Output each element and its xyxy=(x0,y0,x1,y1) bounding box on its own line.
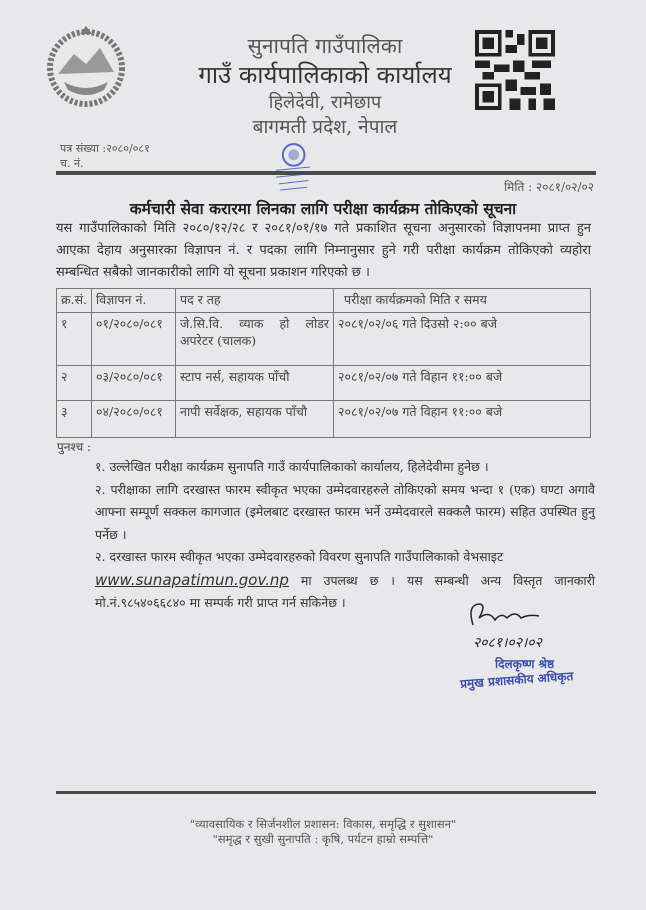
table-row xyxy=(57,401,591,438)
signature-icon xyxy=(465,600,545,630)
footer-divider xyxy=(56,791,596,794)
serial-cell: २ xyxy=(57,366,92,401)
position-cell: नापी सर्वेक्षक, सहायक पाँचौ xyxy=(176,401,334,438)
dispatch-number: च. नं. xyxy=(60,157,84,170)
schedule-cell: २०८१/०२/०७ गते विहान ११:०० बजे xyxy=(334,366,591,401)
column-header: क्र.सं. xyxy=(57,289,92,313)
nepal-emblem-icon xyxy=(44,24,128,108)
postscript-label: पुनश्च : xyxy=(57,440,92,454)
table-row xyxy=(57,313,591,366)
reference-number: पत्र संख्या :२०८०/०८१ xyxy=(60,142,150,155)
signature-date: २०८१।०२।०२ xyxy=(473,635,542,651)
website-link[interactable]: www.sunapatimun.gov.np xyxy=(95,570,289,589)
position-cell: जे.सि.वि. व्याक हो लोडर अपरेटर (चालक) xyxy=(176,313,334,366)
header-divider xyxy=(56,171,596,175)
schedule-cell: २०८१/०२/०६ गते दिउसो २:०० बजे xyxy=(334,313,591,366)
signatory-designation: प्रमुख प्रशासकीय अधिकृत xyxy=(459,669,574,691)
office-name: गाउँ कार्यपालिकाको कार्यालय xyxy=(198,61,452,89)
exam-schedule-table xyxy=(56,288,591,438)
table-header-row xyxy=(57,289,591,313)
notice-title: कर्मचारी सेवा करारमा लिनका लागि परीक्षा कार्यक्रम तोकिएको सूचना xyxy=(129,199,517,218)
column-header: विज्ञापन नं. xyxy=(92,289,176,313)
note-2: २. परीक्षाका लागि दरखास्त फारम स्वीकृत भएका उम्मेदवारहरुले तोकिएको समय भन्दा १ (एक) घण्टा अगावै आफ्ना सम्पूर्ण सक्कल कागजात (इमेलबाट दरखास्त फारम भर्ने उम्मेदवारले सक्कलै फारम) सहित उपस्थित हुनु पर्नेछ । xyxy=(95,481,595,542)
office-stamp-icon xyxy=(268,140,318,194)
note-3-start: २. दरखास्त फारम स्वीकृत भएका उम्मेदवारहरुको विवरण सुनापति गाउँपालिकाको वेभसाइट xyxy=(95,549,504,564)
ad-number-cell: ०१/२०८०/०८१ xyxy=(92,313,176,366)
municipality-name: सुनापति गाउँपालिका xyxy=(247,34,403,58)
office-location: हिलेदेवी, रामेछाप xyxy=(268,92,382,113)
ad-number-cell: ०४/२०८०/०८१ xyxy=(92,401,176,438)
note-1: १. उल्लेखित परीक्षा कार्यक्रम सुनापति गाउँ कार्यपालिकाको कार्यालय, हिलेदेवीमा हुनेछ । xyxy=(95,459,489,474)
serial-cell: १ xyxy=(57,313,92,366)
footer-slogan-2: "समृद्ध र सुखी सुनापति : कृषि, पर्यटन हाम्रो सम्पत्ति" xyxy=(212,832,434,846)
postscript-notes xyxy=(95,456,595,615)
notice-date: मिति : २०८१/०२/०२ xyxy=(504,180,594,194)
signature-block xyxy=(455,595,595,710)
table-row xyxy=(57,366,591,401)
schedule-cell: २०८१/०२/०७ गते विहान ११:०० बजे xyxy=(334,401,591,438)
signatory-name: दिलकृष्ण श्रेष्ठ xyxy=(495,657,555,671)
qr-code-icon xyxy=(474,30,556,110)
note-3-end: मा उपलब्ध छ । यस सम्बन्धी अन्य विस्तृत जानकारी मो.नं.९८५४०६६८४० मा सम्पर्क गरी प्राप्त गर्न सकिनेछ । xyxy=(95,572,595,610)
office-province: बागमती प्रदेश, नेपाल xyxy=(252,116,398,138)
column-header: पद र तह xyxy=(176,289,334,313)
notice-body: यस गाउँपालिकाको मिति २०८०/१२/२८ र २०८१/०१/१७ गते प्रकाशित सूचना अनुसारको विज्ञापनमा प्राप्त हुन आएका देहाय अनुसारका विज्ञापन नं. र पदका लागि निम्नानुसार हुने गरी परीक्षा कार्यक्रम तोकिएको व्यहोरा सम्बन्धित सबैको जानकारीको लागि यो सूचना प्रकाशन गरिएको छ । xyxy=(56,221,591,280)
column-header: परीक्षा कार्यक्रमको मिति र समय xyxy=(334,289,591,313)
serial-cell: ३ xyxy=(57,401,92,438)
footer-slogan-1: "व्यावसायिक र सिर्जनशील प्रशासन: विकास, समृद्धि र सुशासन" xyxy=(189,817,457,831)
position-cell: स्टाप नर्स, सहायक पाँचौ xyxy=(176,366,334,401)
ad-number-cell: ०३/२०८०/०८१ xyxy=(92,366,176,401)
